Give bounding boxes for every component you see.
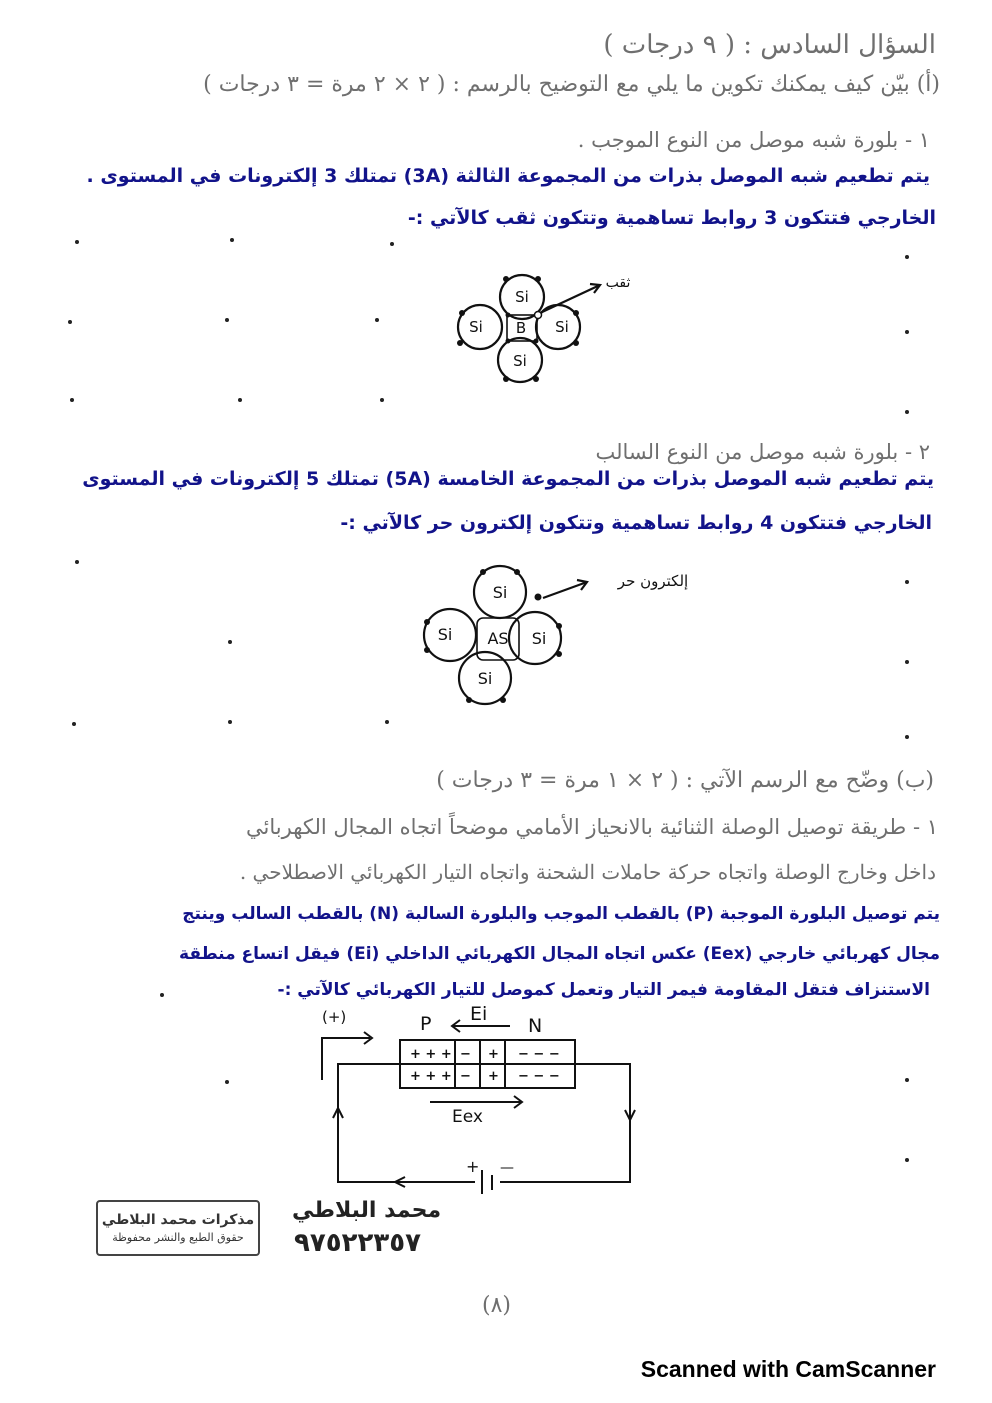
n-type-crystal-diagram: [415, 560, 715, 708]
paper-dot: [390, 242, 394, 246]
atom-center-label: AS: [487, 629, 509, 648]
svg-text:+: +: [488, 1047, 499, 1062]
part-b-item-line-4: مجال كهربائي خارجي (Eex) عكس اتجاه المجال الكهربائي الداخلي (Ei) فيقل اتساع منطقة: [179, 944, 940, 964]
part-b-item-line-1: ١ - طريقة توصيل الوصلة الثنائية بالانحياز الأمامي موضحاً اتجاه المجال الكهربائي: [246, 815, 938, 839]
paper-dot: [238, 398, 242, 402]
section-2-heading: ٢ - بلورة شبه موصل من النوع السالب: [595, 440, 930, 464]
paper-dot: [905, 255, 909, 259]
atom-left-label: Si: [469, 318, 483, 336]
section-1-line-1: يتم تطعيم شبه الموصل بذرات من المجموعة الثالثة (3A) تمتلك 3 إلكترونات في المستوى .: [86, 165, 930, 187]
paper-dot: [905, 1158, 909, 1162]
part-b-item-line-3: يتم توصيل البلورة الموجبة (P) بالقطب الموجب والبلورة السالبة (N) بالقطب السالب وينتج: [182, 904, 940, 924]
stamp-line-1: مذكرات محمد البلاطي: [101, 1212, 255, 1228]
battery-plus-label: +: [466, 1157, 480, 1176]
part-b-prompt: (ب) وضّح مع الرسم الآتي : ( ٢ × ١ مرة = ٣ درجات ): [436, 768, 934, 793]
ei-label: Ei: [470, 1003, 488, 1025]
paper-dot: [160, 993, 164, 997]
hole-label: ثقب: [605, 275, 631, 291]
atom-bottom-label: Si: [513, 352, 527, 370]
paper-dot: [75, 240, 79, 244]
positive-terminal-label: (+): [322, 1008, 347, 1026]
section-2-line-2: الخارجي فتتكون 4 روابط تساهمية وتتكون إلكترون حر كالآتي :-: [340, 512, 932, 534]
paper-dot: [68, 320, 72, 324]
paper-dot: [70, 398, 74, 402]
part-b-item-line-5: الاستنزاف فتقل المقاومة فيمر التيار وتعمل كموصل للتيار الكهربائي كالآتي :-: [277, 980, 930, 1000]
p-type-crystal-diagram: [440, 265, 640, 390]
paper-dot: [225, 1080, 229, 1084]
section-1-line-2: الخارجي فتتكون 3 روابط تساهمية وتتكون ثقب كالآتي :-: [407, 207, 936, 229]
atom-bottom-label: Si: [477, 669, 493, 688]
part-a-prompt: (أ) بيّن كيف يمكنك تكوين ما يلي مع التوضيح بالرسم : ( ٢ × ٢ مرة = ٣ درجات ): [203, 72, 940, 97]
atom-left-label: Si: [437, 625, 453, 644]
page-number: (٨): [482, 1293, 512, 1318]
n-region-label: N: [528, 1015, 543, 1037]
copyright-stamp: [96, 1200, 260, 1256]
stamp-line-2: حقوق الطبع والنشر محفوظة: [112, 1231, 244, 1244]
battery-minus-label: —: [500, 1160, 514, 1176]
svg-text:−: −: [460, 1069, 471, 1084]
atom-right-label: Si: [555, 318, 569, 336]
part-b-item-line-2: داخل وخارج الوصلة واتجاه حركة حاملات الشحنة واتجاه التيار الكهربائي الاصطلاحي .: [239, 860, 936, 884]
atom-top-label: Si: [515, 288, 529, 306]
paper-dot: [905, 410, 909, 414]
scanner-footer: Scanned with CamScanner: [640, 1356, 936, 1382]
svg-text:−: −: [460, 1047, 471, 1062]
paper-dot: [228, 640, 232, 644]
free-electron-label: إلكترون حر: [617, 572, 689, 590]
eex-label: Eex: [452, 1107, 483, 1127]
section-1-heading: ١ - بلورة شبه موصل من النوع الموجب .: [577, 128, 930, 152]
paper-dot: [72, 722, 76, 726]
svg-text:− − −: − − −: [518, 1069, 560, 1084]
svg-text:− − −: − − −: [518, 1047, 560, 1062]
atom-right-label: Si: [531, 629, 547, 648]
svg-text:+ + +: + + +: [410, 1069, 452, 1084]
signature-name: محمد البلاطي: [292, 1198, 442, 1223]
paper-dot: [905, 330, 909, 334]
paper-dot: [905, 660, 909, 664]
paper-dot: [225, 318, 229, 322]
svg-text:+ + +: + + +: [410, 1047, 452, 1062]
paper-dot: [385, 720, 389, 724]
paper-dot: [230, 238, 234, 242]
paper-dot: [380, 398, 384, 402]
paper-dot: [905, 1078, 909, 1082]
section-2-line-1: يتم تطعيم شبه الموصل بذرات من المجموعة الخامسة (5A) تمتلك 5 إلكترونات في المستوى: [82, 468, 934, 490]
paper-dot: [375, 318, 379, 322]
atom-top-label: Si: [492, 583, 508, 602]
forward-bias-circuit: [300, 1000, 670, 1200]
question-title: السؤال السادس : ( ٩ درجات ): [603, 30, 936, 60]
paper-dot: [905, 580, 909, 584]
p-region-label: P: [420, 1013, 432, 1035]
paper-dot: [905, 735, 909, 739]
svg-text:+: +: [488, 1069, 499, 1084]
paper-dot: [228, 720, 232, 724]
paper-dot: [75, 560, 79, 564]
signature-phone: ٩٧٥٢٢٣٥٧: [294, 1228, 421, 1258]
atom-center-label: B: [515, 319, 527, 337]
